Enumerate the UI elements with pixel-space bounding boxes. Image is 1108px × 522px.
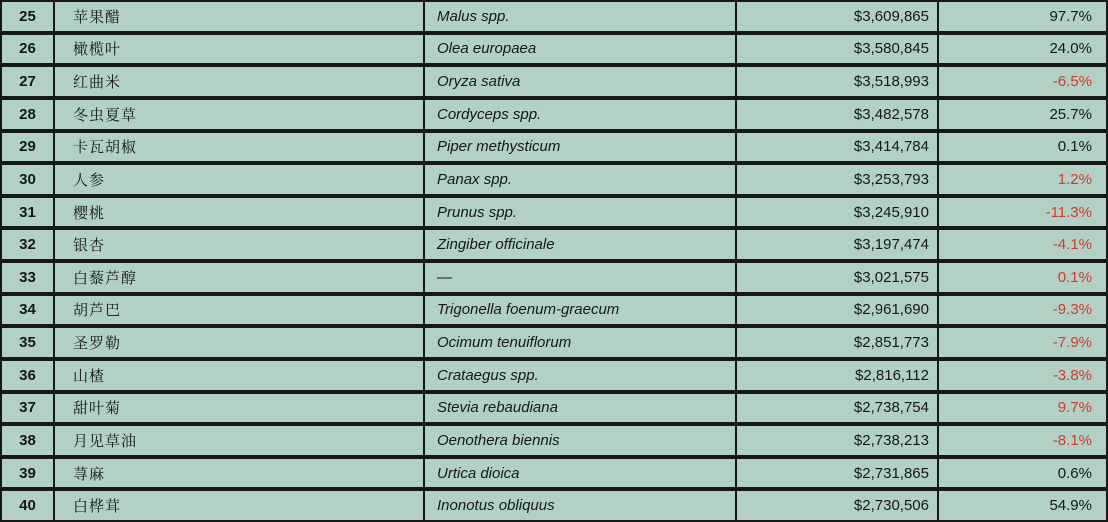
change-pct-cell: -7.9% bbox=[1052, 334, 1092, 352]
rank-cell: 36 bbox=[2, 361, 55, 390]
change-pct-cell: -8.1% bbox=[1052, 431, 1092, 449]
table-row bbox=[0, 33, 1108, 66]
table-row bbox=[0, 294, 1108, 327]
value-cell: $2,730,506 bbox=[737, 491, 939, 520]
change-pct-cell: -3.8% bbox=[1052, 366, 1092, 384]
chinese-name-cell: 冬虫夏草 bbox=[55, 100, 425, 129]
chinese-name-cell: 荨麻 bbox=[55, 459, 425, 488]
rank-cell: 29 bbox=[2, 133, 55, 162]
value-cell: $2,816,112 bbox=[737, 361, 939, 390]
change-pct-cell: 0.6% bbox=[1057, 464, 1092, 482]
rank-cell: 40 bbox=[2, 491, 55, 520]
latin-name-cell: Trigonella foenum-graecum bbox=[425, 296, 737, 325]
value-cell: $3,197,474 bbox=[737, 230, 939, 259]
rank-cell: 39 bbox=[2, 459, 55, 488]
value-cell: $3,245,910 bbox=[737, 198, 939, 227]
latin-name-cell: Cordyceps spp. bbox=[425, 100, 737, 129]
value-cell: $2,731,865 bbox=[737, 459, 939, 488]
table-row bbox=[0, 131, 1108, 164]
latin-name-cell: — bbox=[425, 263, 737, 292]
rank-cell: 25 bbox=[2, 2, 55, 31]
latin-name-cell: Malus spp. bbox=[425, 2, 737, 31]
value-cell: $3,414,784 bbox=[737, 133, 939, 162]
change-pct-cell: -6.5% bbox=[1052, 73, 1092, 91]
table-row bbox=[0, 457, 1108, 490]
latin-name-cell: Olea europaea bbox=[425, 35, 737, 64]
latin-name-cell: Stevia rebaudiana bbox=[425, 394, 737, 423]
chinese-name-cell: 胡芦巴 bbox=[55, 296, 425, 325]
chinese-name-cell: 樱桃 bbox=[55, 198, 425, 227]
table-row bbox=[0, 163, 1108, 196]
change-pct-cell: -9.3% bbox=[1052, 301, 1092, 319]
chinese-name-cell: 山楂 bbox=[55, 361, 425, 390]
value-cell: $3,580,845 bbox=[737, 35, 939, 64]
value-cell: $2,961,690 bbox=[737, 296, 939, 325]
rank-cell: 26 bbox=[2, 35, 55, 64]
chinese-name-cell: 红曲米 bbox=[55, 67, 425, 96]
latin-name-cell: Panax spp. bbox=[425, 165, 737, 194]
latin-name-cell: Urtica dioica bbox=[425, 459, 737, 488]
table-row bbox=[0, 326, 1108, 359]
chinese-name-cell: 月见草油 bbox=[55, 426, 425, 455]
change-pct-cell: 25.7% bbox=[1049, 105, 1092, 123]
table-row bbox=[0, 0, 1108, 33]
table-row bbox=[0, 489, 1108, 522]
latin-name-cell: Oryza sativa bbox=[425, 67, 737, 96]
latin-name-cell: Crataegus spp. bbox=[425, 361, 737, 390]
rank-cell: 35 bbox=[2, 328, 55, 357]
value-cell: $3,518,993 bbox=[737, 67, 939, 96]
chinese-name-cell: 卡瓦胡椒 bbox=[55, 133, 425, 162]
table-row bbox=[0, 228, 1108, 261]
value-cell: $3,609,865 bbox=[737, 2, 939, 31]
latin-name-cell: Oenothera biennis bbox=[425, 426, 737, 455]
rank-cell: 38 bbox=[2, 426, 55, 455]
value-cell: $3,253,793 bbox=[737, 165, 939, 194]
change-pct-cell: 1.2% bbox=[1057, 170, 1092, 188]
value-cell: $3,021,575 bbox=[737, 263, 939, 292]
change-pct-cell: 9.7% bbox=[1057, 399, 1092, 417]
change-pct-cell: 0.1% bbox=[1057, 268, 1092, 286]
rank-cell: 28 bbox=[2, 100, 55, 129]
table-row bbox=[0, 261, 1108, 294]
chinese-name-cell: 甜叶菊 bbox=[55, 394, 425, 423]
change-pct-cell: -4.1% bbox=[1052, 236, 1092, 254]
chinese-name-cell: 白桦茸 bbox=[55, 491, 425, 520]
rank-cell: 30 bbox=[2, 165, 55, 194]
table-row bbox=[0, 98, 1108, 131]
table-row bbox=[0, 392, 1108, 425]
rank-cell: 34 bbox=[2, 296, 55, 325]
rank-cell: 27 bbox=[2, 67, 55, 96]
chinese-name-cell: 圣罗勒 bbox=[55, 328, 425, 357]
value-cell: $2,851,773 bbox=[737, 328, 939, 357]
latin-name-cell: Zingiber officinale bbox=[425, 230, 737, 259]
chinese-name-cell: 银杏 bbox=[55, 230, 425, 259]
chinese-name-cell: 橄榄叶 bbox=[55, 35, 425, 64]
chinese-name-cell: 白藜芦醇 bbox=[55, 263, 425, 292]
change-pct-cell: 54.9% bbox=[1049, 497, 1092, 515]
value-cell: $3,482,578 bbox=[737, 100, 939, 129]
latin-name-cell: Prunus spp. bbox=[425, 198, 737, 227]
table-row bbox=[0, 65, 1108, 98]
table-row bbox=[0, 196, 1108, 229]
change-pct-cell: 24.0% bbox=[1049, 40, 1092, 58]
rank-cell: 31 bbox=[2, 198, 55, 227]
latin-name-cell: Inonotus obliquus bbox=[425, 491, 737, 520]
change-pct-cell: -11.3% bbox=[1045, 203, 1092, 221]
value-cell: $2,738,754 bbox=[737, 394, 939, 423]
chinese-name-cell: 苹果醋 bbox=[55, 2, 425, 31]
chinese-name-cell: 人参 bbox=[55, 165, 425, 194]
change-pct-cell: 0.1% bbox=[1057, 138, 1092, 156]
table-row bbox=[0, 359, 1108, 392]
rank-cell: 33 bbox=[2, 263, 55, 292]
latin-name-cell: Piper methysticum bbox=[425, 133, 737, 162]
rank-cell: 32 bbox=[2, 230, 55, 259]
latin-name-cell: Ocimum tenuiflorum bbox=[425, 328, 737, 357]
change-pct-cell: 97.7% bbox=[1049, 7, 1092, 25]
value-cell: $2,738,213 bbox=[737, 426, 939, 455]
table-row bbox=[0, 424, 1108, 457]
rank-cell: 37 bbox=[2, 394, 55, 423]
